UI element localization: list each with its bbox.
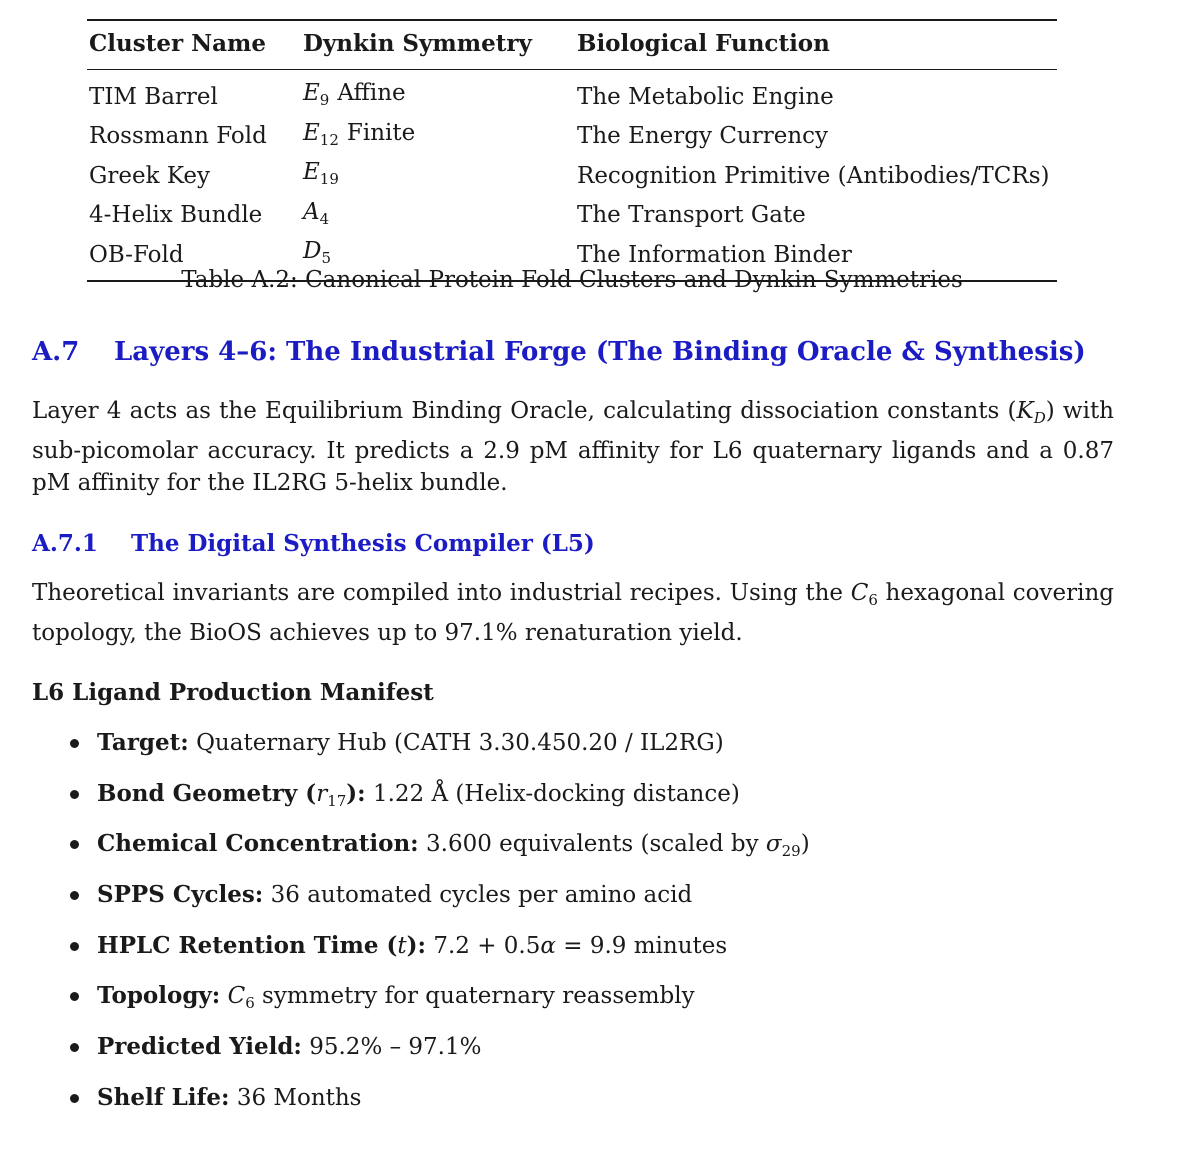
item-value: 36 Months [229,1084,362,1111]
sym-subscript: 12 [319,130,339,149]
bullet-icon [70,1043,79,1052]
item-value: 3.600 equivalents (scaled by [418,831,766,858]
item-value: 1.22 Å (Helix-docking distance) [365,780,740,807]
cell-dynkin-symmetry [301,117,575,157]
cell-biological-function: The Transport Gate [577,202,806,228]
item-label: Shelf Life: [97,1083,230,1111]
table-row [87,156,1057,196]
cell-biological-function: The Energy Currency [577,123,829,149]
item-label: Topology: [97,982,221,1010]
table-row [87,70,1057,117]
list-item [70,827,1130,878]
cell-dynkin-symmetry [301,156,575,196]
sym-letter: E [303,80,320,106]
cell-biological-function: The Information Binder [577,241,852,268]
item-label: Bond Geometry ( [97,779,317,807]
bullet-icon [70,992,79,1001]
fold-clusters-table [87,19,1057,282]
section-a71-paragraph [32,577,1114,649]
math-subscript: 6 [245,994,255,1013]
item-value: 36 automated cycles per amino acid [263,882,693,909]
item-value: ) [800,831,810,858]
section-heading-a7 [32,333,1086,371]
cell-cluster-name: 4-Helix Bundle [89,202,263,228]
math-var: α [540,932,556,959]
sym-subscript: 19 [319,170,339,188]
para-text: ) with sub-picomolar accuracy. It predicts a 2.9 pM affinity for L6 quaternary ligands and a 0.87 pM affinity for the IL2RG 5-helix bundle. [32,398,1114,496]
bullet-icon [70,1094,79,1103]
list-item [70,929,1130,980]
math-var: t [397,932,407,959]
c6-symbol: C [850,580,869,606]
cell-dynkin-symmetry [301,196,575,236]
cell-biological-function: Recognition Primitive (Antibodies/TCRs) [577,162,1050,189]
sym-word: Affine [337,80,406,106]
list-item [70,1081,1130,1132]
item-label: Chemical Concentration: [97,830,419,858]
section-number: A.7 [32,337,80,367]
header-biological-function: Biological Function [577,30,830,57]
sym-word: Finite [346,119,416,146]
table-row [87,196,1057,236]
bullet-icon [70,942,79,951]
cell-biological-function: The Metabolic Engine [577,83,834,110]
sym-subscript: 5 [321,249,331,267]
bullet-icon [70,891,79,900]
item-value: Quaternary Hub (CATH 3.30.450.20 / IL2RG) [188,730,724,756]
bullet-icon [70,840,79,849]
item-value: 95.2% – 97.1% [301,1034,482,1061]
item-value: 7.2 + 0.5 [426,932,541,959]
kd-symbol: K [1016,398,1034,424]
header-dynkin-symmetry: Dynkin Symmetry [303,30,532,57]
math-subscript: 17 [327,791,347,810]
section-a7-paragraph [32,395,1114,500]
math-var: σ [765,831,782,858]
item-label: ): [406,931,427,959]
para-text: Theoretical invariants are compiled into industrial recipes. Using the [32,580,851,606]
fold-table [87,21,1057,280]
c6-subscript: 6 [868,591,878,609]
list-item [70,1030,1130,1081]
subsection-title: The Digital Synthesis Compiler (L5) [131,530,595,557]
item-label: Predicted Yield: [97,1033,302,1061]
list-item [70,979,1130,1030]
cell-cluster-name: Rossmann Fold [89,123,267,149]
section-heading-a71 [32,527,595,561]
section-title: Layers 4–6: The Industrial Forge (The Binding Oracle & Synthesis) [114,337,1086,367]
item-label: SPPS Cycles: [97,881,264,909]
kd-subscript: D [1033,409,1046,427]
cell-dynkin-symmetry [301,70,575,117]
cell-cluster-name: OB-Fold [89,241,184,268]
manifest-list [70,726,1130,1132]
manifest-title: L6 Ligand Production Manifest [32,679,434,706]
item-value: = 9.9 minutes [555,932,728,959]
subsection-number: A.7.1 [32,530,98,557]
bullet-icon [70,739,79,748]
table-header-row [87,21,1057,69]
cell-cluster-name: Greek Key [89,162,211,189]
sym-letter: E [303,159,320,185]
sym-subscript: 4 [319,209,330,228]
list-item [70,878,1130,929]
sym-letter: D [303,238,322,264]
item-value: symmetry for quaternary reassembly [254,983,695,1010]
item-label: ): [346,779,366,807]
item-label: Target: [97,729,189,756]
sym-letter: E [303,119,320,146]
table-row [87,117,1057,157]
bullet-icon [70,790,79,799]
math-var: r [316,780,328,807]
list-item [70,726,1130,777]
list-item [70,777,1130,828]
cell-cluster-name: TIM Barrel [89,83,218,110]
sym-subscript: 9 [319,91,330,109]
math-subscript: 29 [781,842,801,861]
para-text: hexagonal covering topology, the BioOS achieves up to 97.1% renaturation yield. [32,580,1114,646]
para-text: Layer 4 acts as the Equilibrium Binding Oracle, calculating dissociation constants ( [32,398,1017,424]
math-var: C [227,983,246,1010]
header-cluster-name: Cluster Name [89,30,266,57]
item-label: HPLC Retention Time ( [97,931,398,959]
sym-letter: A [303,198,320,225]
table-caption: Table A.2: Canonical Protein Fold Clusters and Dynkin Symmetries [181,267,963,293]
